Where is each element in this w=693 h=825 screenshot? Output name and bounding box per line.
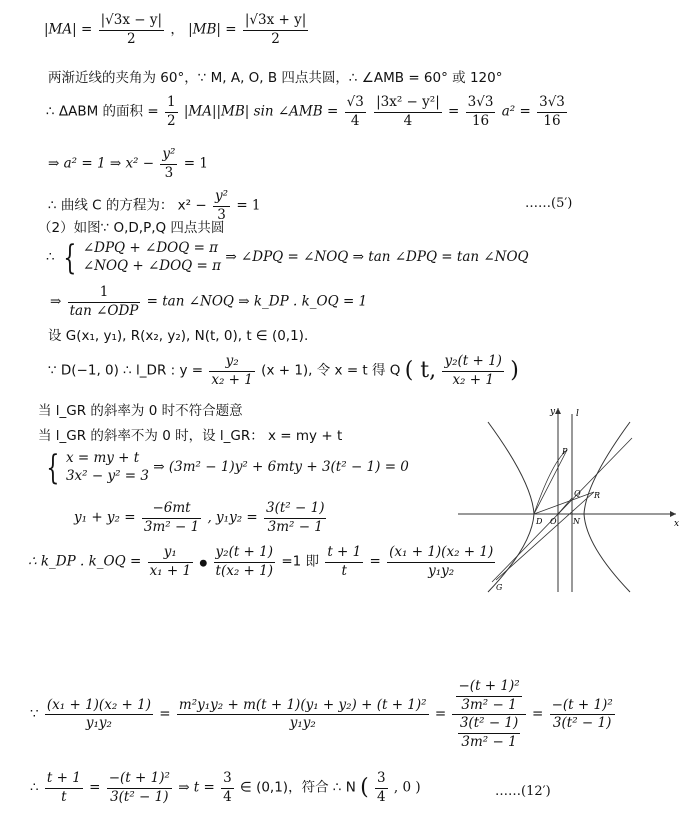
curve-y2-den: 3 [217, 206, 226, 223]
product-den: 3m² − 1 [267, 518, 323, 535]
curve-y2-over-3 [213, 190, 230, 222]
solve-rhs-num: −(t + 1)² [107, 772, 172, 789]
y2-num: y² [160, 148, 177, 165]
abs-den: 4 [403, 112, 413, 129]
sqrt3-num: √3 [345, 96, 366, 113]
dr-slope-num: y₂ [209, 355, 255, 372]
ma-den: 2 [127, 30, 136, 47]
label-l: l [576, 409, 579, 419]
compound-den [452, 715, 525, 749]
left-brace: { [63, 237, 77, 278]
ma-lhs: |MA| = [44, 21, 93, 38]
compound-num [452, 680, 525, 715]
t-value [221, 772, 234, 804]
t-den: 4 [223, 788, 232, 805]
expand-result [550, 696, 615, 731]
curve-label: ∴ 曲线 C 的方程为： x² − [48, 197, 207, 214]
q-num: y₂(t + 1) [442, 355, 503, 372]
sqrt3-den: 4 [350, 112, 360, 129]
expand-lhs-num: (x₁ + 1)(x₂ + 1) [45, 699, 153, 716]
half-num: 1 [165, 96, 178, 113]
system-eq-1: x = my + t [65, 450, 140, 466]
abs-num: |3x² − y²| [374, 96, 442, 113]
n-close: , 0 ) [393, 779, 421, 796]
q-den: x₂ + 1 [452, 371, 494, 388]
k-dp [148, 546, 194, 578]
x-axis-arrow [670, 511, 676, 517]
cd-bottom: 3m² − 1 [461, 733, 517, 750]
eq-one: = 1 [183, 155, 208, 172]
value-den: 16 [543, 112, 561, 129]
label-y: y [550, 407, 556, 417]
n-x [375, 772, 388, 804]
system-eq-2: 3x² − y² = 3 [65, 467, 149, 484]
solve-rhs [107, 772, 172, 804]
y-axis-arrow [555, 408, 561, 414]
expand-mid-num: m²y₁y₂ + m(t + 1)(y₁ + y₂) + (t + 1)² [177, 699, 429, 716]
reciprocal-tan [68, 286, 141, 318]
result-num: −(t + 1)² [550, 699, 615, 716]
t-plus-one-over-t [325, 546, 363, 578]
mb-num: |√3x + y| [243, 14, 308, 31]
tp1-den: t [341, 562, 347, 579]
implies-arrow: ⇒ [50, 293, 62, 310]
n-open: ( [360, 775, 369, 800]
conclusion-text: ∈ (0,1)，符合 ∴ N [240, 779, 356, 796]
ma-mb-expressions [44, 14, 310, 46]
q-y-coordinate [442, 355, 503, 387]
tp1-num: t + 1 [325, 546, 363, 563]
nx-num: 3 [375, 772, 388, 789]
compound-fraction [452, 680, 525, 749]
half-fraction [165, 96, 178, 128]
kdp-den: x₁ + 1 [149, 562, 192, 579]
result-den: 3(t² − 1) [552, 715, 612, 731]
slope-product-line [28, 546, 497, 578]
mb-den: 2 [271, 30, 280, 47]
line-gr [496, 492, 594, 580]
expand-eq-3: = [531, 706, 544, 722]
line-dp [534, 450, 567, 514]
line-oq [558, 498, 572, 514]
abs-over-4 [374, 96, 442, 128]
area-coef-fraction [466, 96, 496, 128]
quadratic-equation: ⇒ (3m² − 1)y² + 6mty + 3(t² − 1) = 0 [153, 459, 409, 475]
compound-den-inner [458, 717, 520, 749]
solve-lhs-num: t + 1 [45, 772, 83, 789]
label-o: O [550, 517, 557, 526]
mb-fraction [243, 14, 308, 46]
product-label: , y₁y₂ = [207, 509, 258, 526]
line-dr [534, 492, 594, 514]
label-q: Q [574, 489, 581, 498]
solve-eq: = [89, 779, 101, 796]
solve-rhs-den: 3(t² − 1) [110, 788, 169, 805]
label-p: P [562, 447, 568, 456]
slope-nonzero-case: 当 l_GR 的斜率不为 0 时，设 l_GR： x = my + t [38, 428, 343, 444]
tan-line [50, 286, 367, 318]
dr-prefix: ∵ D(−1, 0) ∴ l_DR : y = [48, 362, 204, 379]
system-brace: { [46, 447, 60, 488]
ma-num: |√3x − y| [99, 14, 164, 31]
sum-label: y₁ + y₂ = [74, 509, 136, 526]
dr-slope-den: x₂ + 1 [211, 371, 253, 388]
expand-lhs [45, 696, 153, 731]
t-equals: ⇒ t = [178, 779, 215, 796]
equals-one: =1 即 [281, 553, 320, 570]
score-5: ……(5′) [525, 196, 573, 211]
label-r: R [594, 491, 601, 500]
expand-eq-1: = [159, 706, 171, 722]
half-den: 2 [166, 112, 176, 129]
y2-den: 3 [164, 164, 174, 181]
solve-lhs-den: t [61, 788, 67, 805]
q-close: ) [510, 358, 519, 383]
value-num: 3√3 [537, 96, 567, 113]
therefore-symbol-2: ∴ [30, 779, 39, 796]
dr-slope [209, 355, 255, 387]
koq-den: t(x₂ + 1) [215, 562, 273, 579]
product-num: 3(t² − 1) [264, 502, 326, 519]
a-squared-line [48, 148, 208, 180]
koq-num: y₂(t + 1) [214, 546, 275, 563]
coef-den: 16 [471, 112, 490, 129]
area-prefix: ∴ ΔABM 的面积 = [46, 103, 159, 120]
curve-y2-num: y² [213, 190, 230, 207]
sqrt3-over-4 [345, 96, 366, 128]
compound-num-inner [456, 680, 521, 712]
recip-num: 1 [68, 286, 141, 303]
product-fraction [264, 502, 326, 534]
expand-lhs-den: y₁y₂ [85, 715, 112, 731]
line-hyperbola-system [66, 450, 149, 485]
angle-eq-2: ∠NOQ + ∠DOQ = π [82, 257, 222, 274]
sum-num: −6mt [142, 502, 201, 519]
kp-lhs: ∴ k_DP . k_OQ = [28, 553, 142, 570]
mb-lhs: |MB| = [188, 21, 237, 38]
slope-zero-case: 当 l_GR 的斜率为 0 时不符合题意 [38, 403, 243, 419]
curve-eq-one: = 1 [236, 197, 261, 214]
line-dr-equation [48, 355, 519, 387]
area-value-fraction [537, 96, 567, 128]
cn-bottom: 3m² − 1 [461, 696, 517, 713]
angle-eq-1: ∠DPQ + ∠DOQ = π [82, 240, 219, 256]
separator: ， [170, 21, 184, 38]
dr-middle: (x + 1), 令 x = t 得 Q [261, 362, 401, 379]
angle-system-line [46, 237, 529, 278]
points-definition: 设 G(x₁, y₁), R(x₂, y₂), N(t, 0), t ∈ (0,1). [48, 328, 309, 344]
a-squared-lhs: ⇒ a² = 1 ⇒ x² − [48, 155, 155, 172]
therefore-symbol: ∴ [46, 249, 55, 265]
score-12: ……(12′) [495, 784, 551, 799]
solve-lhs [45, 772, 83, 804]
l15-eq: = [369, 553, 381, 570]
cn-top: −(t + 1)² [456, 680, 521, 697]
k-oq [214, 546, 275, 578]
asymptote-angle-line: 两渐近线的夹角为 60°，∵ M, A, O, B 四点共圆，∴ ∠AMB = 60° 或 120° [48, 70, 503, 86]
nx-den: 4 [377, 788, 386, 805]
xprod-den: y₁y₂ [428, 562, 455, 579]
solve-t-line [30, 772, 421, 804]
a-squared: a² = [501, 103, 531, 120]
label-d: D [536, 517, 543, 526]
expand-eq-2: = [434, 706, 447, 722]
curve-equation-line [48, 190, 261, 222]
sum-fraction [142, 502, 201, 534]
angle-conclusion: ⇒ ∠DPQ = ∠NOQ ⇒ tan ∠DPQ = tan ∠NOQ [225, 249, 529, 265]
y2-over-3 [160, 148, 177, 180]
label-n: N [573, 517, 580, 526]
xprod-num: (x₁ + 1)(x₂ + 1) [387, 546, 495, 563]
slope-product: = tan ∠NOQ ⇒ k_DP . k_OQ = 1 [146, 293, 368, 310]
because-symbol: ∵ [30, 706, 39, 722]
label-g: G [496, 583, 503, 592]
substitution-system [42, 447, 409, 488]
expand-mid [177, 696, 429, 731]
expand-mid-den: y₁y₂ [289, 715, 316, 731]
kdp-num: y₁ [148, 546, 194, 563]
coef-num: 3√3 [466, 96, 496, 113]
area-line [46, 96, 569, 128]
q-open: ( t, [404, 358, 437, 383]
ma-fraction [99, 14, 164, 46]
t-num: 3 [221, 772, 234, 789]
multiply-dot: ● [199, 558, 208, 569]
expansion-line [30, 680, 617, 749]
sum-den: 3m² − 1 [143, 518, 200, 535]
cd-top: 3(t² − 1) [458, 717, 520, 734]
part2-intro: （2）如图∵ O,D,P,Q 四点共圆 [38, 220, 225, 236]
area-mid: |MA||MB| sin ∠AMB = [183, 103, 339, 120]
recip-den: tan ∠ODP [69, 302, 139, 319]
vieta-line [74, 502, 328, 534]
angle-system [83, 240, 221, 275]
area-eq: = [448, 103, 460, 120]
label-x: x [674, 519, 680, 529]
hyperbola-figure [452, 402, 684, 598]
